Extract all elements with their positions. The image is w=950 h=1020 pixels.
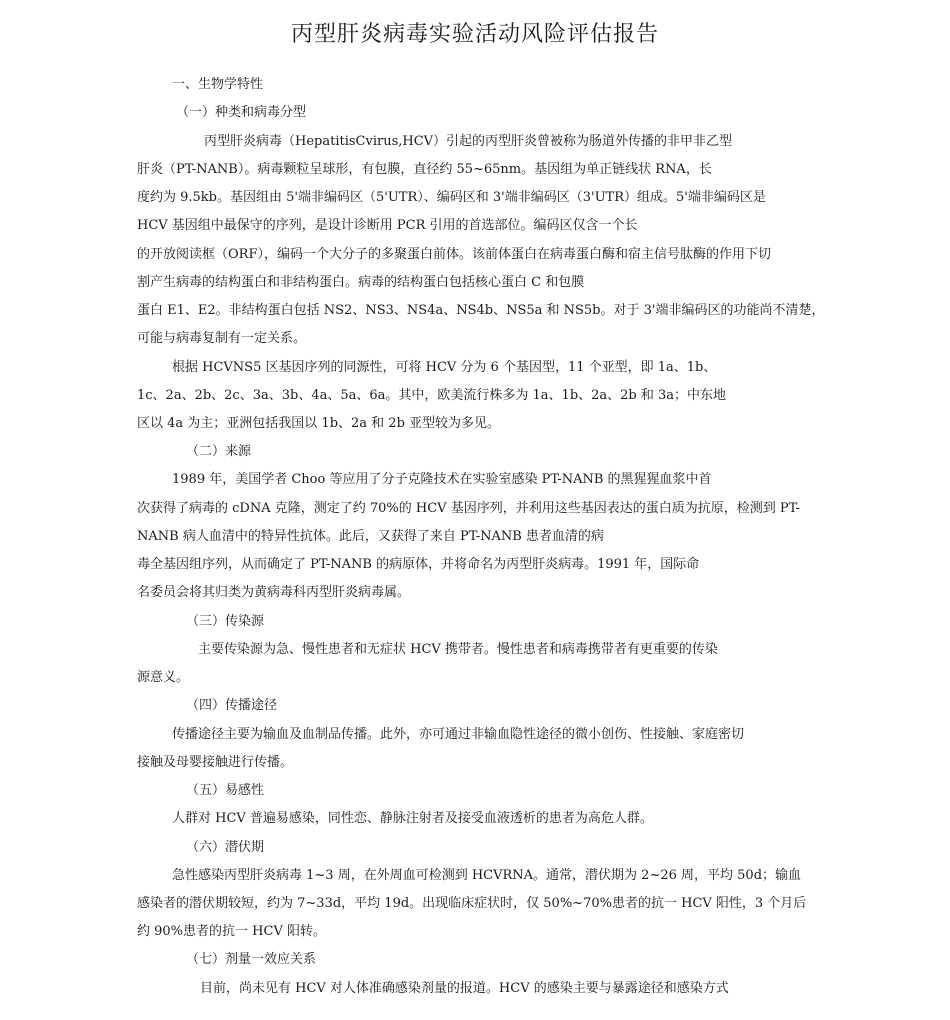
paragraph-line: 感染者的潜伏期较短，约为 7~33d，平均 19d。出现临床症状时，仅 50%~70%患者的抗一 HCV 阳性，3 个月后 bbox=[137, 896, 807, 911]
paragraph-line: 的开放阅读框（ORF），编码一个大分子的多聚蛋白前体。该前体蛋白在病毒蛋白酶和宿主信号肽酶的作用下切 bbox=[137, 247, 771, 262]
paragraph-line: 割产生病毒的结构蛋白和非结构蛋白。病毒的结构蛋白包括核心蛋白 C 和包膜 bbox=[137, 275, 585, 290]
paragraph-line: 目前，尚未见有 HCV 对人体准确感染剂量的报道。HCV 的感染主要与暴露途径和感染方式 bbox=[200, 981, 729, 996]
paragraph-line: 肝炎（PT-NANB）。病毒颗粒呈球形，有包膜，直径约 55~65nm。基因组为单正链线状 RNA，长 bbox=[137, 162, 712, 177]
section-heading: 一、生物学特性 bbox=[172, 77, 264, 92]
paragraph-line: 毒全基因组序列，从而确定了 PT-NANB 的病原体，并将命名为丙型肝炎病毒。1991 年，国际命 bbox=[137, 557, 700, 572]
paragraph-line: 主要传染源为急、慢性患者和无症状 HCV 携带者。慢性患者和病毒携带者有更重要的传染 bbox=[198, 642, 718, 657]
document-title: 丙型肝炎病毒实验活动风险评估报告 bbox=[290, 22, 659, 47]
subsection-heading: （二）来源 bbox=[186, 444, 252, 459]
paragraph-line: 根据 HCVNS5 区基因序列的同源性，可将 HCV 分为 6 个基因型，11 个亚型，即 1a、1b、 bbox=[172, 360, 717, 375]
subsection-heading: （一）种类和病毒分型 bbox=[176, 105, 307, 120]
paragraph-line: 急性感染丙型肝炎病毒 1~3 周，在外周血可检测到 HCVRNA。通常，潜伏期为 2~26 周，平均 50d；输血 bbox=[172, 868, 802, 883]
subsection-heading: （七）剂量一效应关系 bbox=[186, 952, 317, 967]
paragraph-line: 接触及母婴接触进行传播。 bbox=[137, 755, 294, 770]
paragraph-line: HCV 基因组中最保守的序列，是设计诊断用 PCR 引用的首选部位。编码区仅含一个长 bbox=[137, 218, 638, 233]
subsection-heading: （三）传染源 bbox=[186, 614, 265, 629]
paragraph-line: 1c、2a、2b、2c、3a、3b、4a、5a、6a。其中，欧美流行株多为 1a、1b、2a、2b 和 3a；中东地 bbox=[137, 388, 727, 403]
paragraph-line: 次获得了病毒的 cDNA 克隆，测定了约 70%的 HCV 基因序列，并利用这些基因表达的蛋白质为抗原，检测到 PT- bbox=[137, 501, 800, 516]
paragraph-line: 丙型肝炎病毒（HepatitisCvirus,HCV）引起的丙型肝炎曾被称为肠道外传播的非甲非乙型 bbox=[204, 134, 733, 149]
paragraph-line: 度约为 9.5kb。基因组由 5'端非编码区（5'UTR）、编码区和 3'端非编码区（3'UTR）组成。5'端非编码区是 bbox=[137, 190, 766, 205]
subsection-heading: （六）潜伏期 bbox=[186, 840, 265, 855]
paragraph-line: 人群对 HCV 普遍易感染，同性恋、静脉注射者及接受血液透析的患者为高危人群。 bbox=[172, 811, 653, 826]
subsection-heading: （四）传播途径 bbox=[186, 698, 278, 713]
paragraph-line: 1989 年，美国学者 Choo 等应用了分子克隆技术在实验室感染 PT-NANB 的黑猩猩血浆中首 bbox=[172, 472, 712, 487]
paragraph-line: 蛋白 E1、E2。非结构蛋白包括 NS2、NS3、NS4a、NS4b、NS5a 和 NS5b。对于 3'端非编码区的功能尚不清楚， bbox=[137, 303, 825, 318]
paragraph-line: 源意义。 bbox=[137, 670, 190, 685]
paragraph-line: NANB 病人血清中的特异性抗体。此后，又获得了来自 PT-NANB 患者血清的病 bbox=[137, 529, 604, 544]
paragraph-line: 约 90%患者的抗一 HCV 阳转。 bbox=[137, 924, 326, 939]
paragraph-line: 传播途径主要为输血及血制品传播。此外，亦可通过非输血隐性途径的微小创伤、性接触、家庭密切 bbox=[172, 727, 745, 742]
paragraph-line: 区以 4a 为主；亚洲包括我国以 1b、2a 和 2b 亚型较为多见。 bbox=[137, 416, 501, 431]
paragraph-line: 可能与病毒复制有一定关系。 bbox=[137, 331, 307, 346]
paragraph-line: 名委员会将其归类为黄病毒科丙型肝炎病毒属。 bbox=[137, 585, 411, 600]
subsection-heading: （五）易感性 bbox=[186, 783, 265, 798]
